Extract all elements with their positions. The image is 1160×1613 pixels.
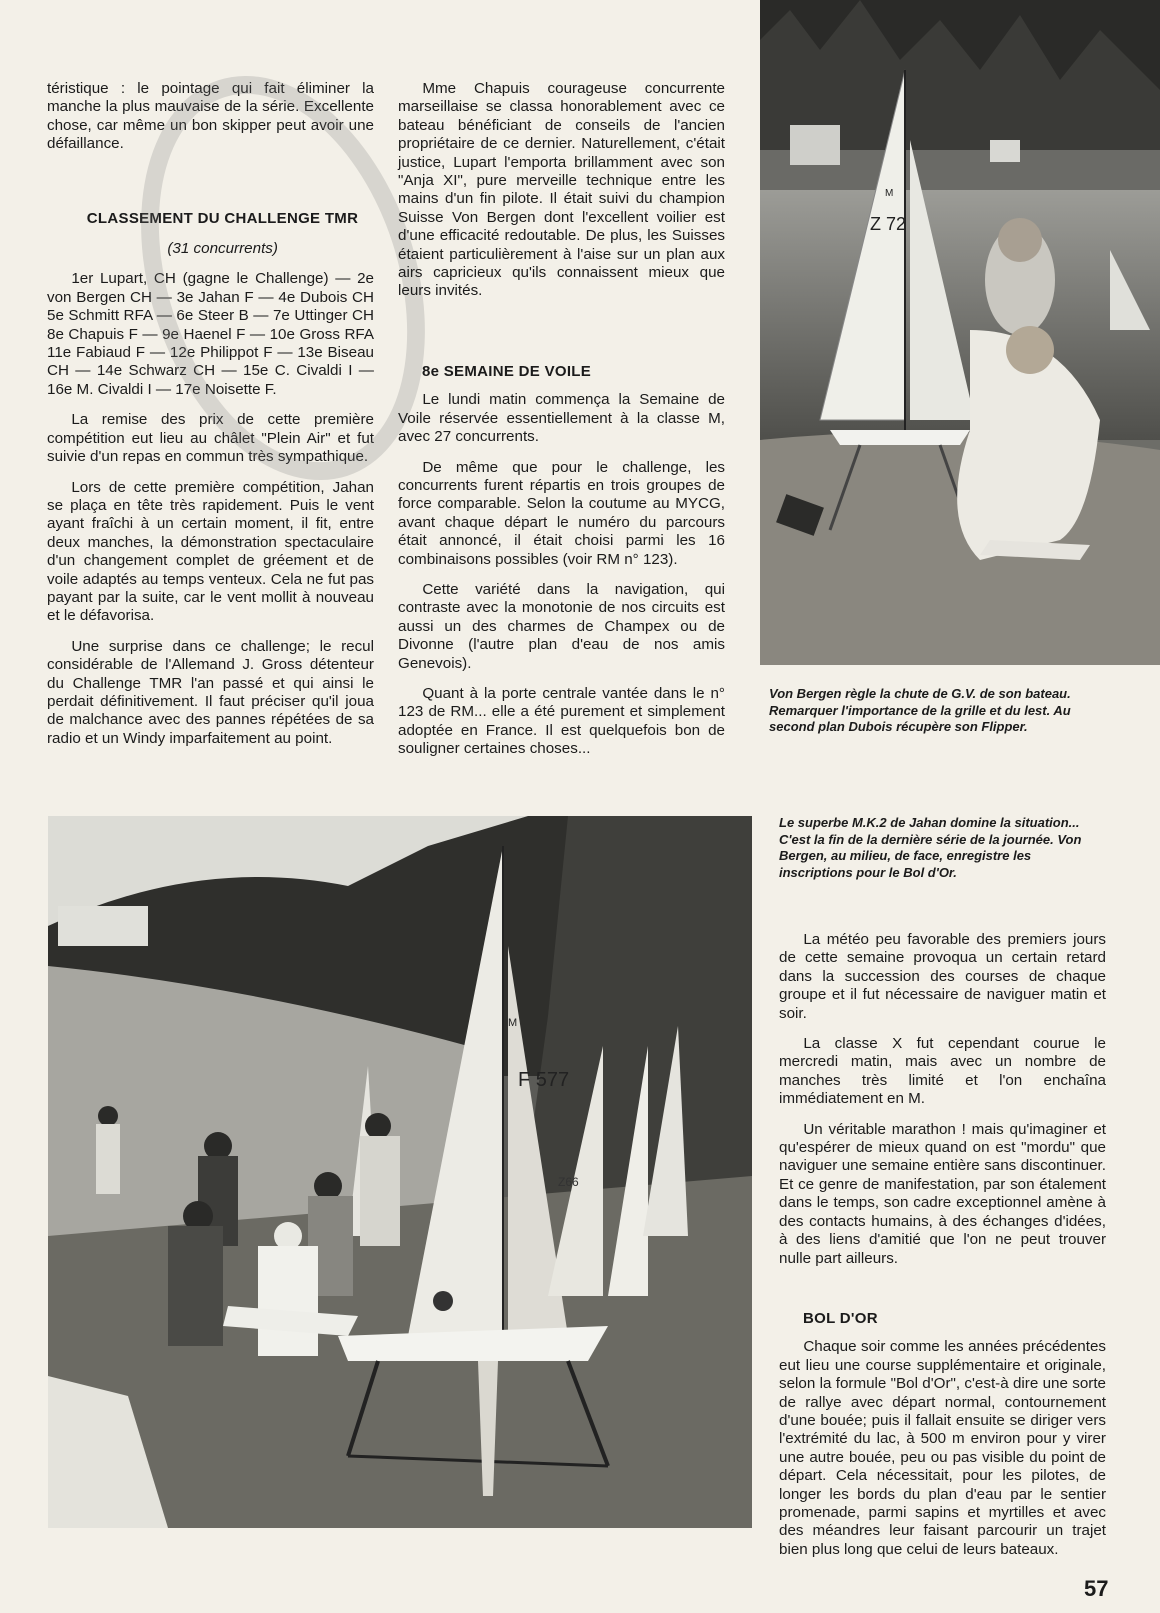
paragraph-porte: Quant à la porte centrale vantée dans le n° 123 de RM... elle a été purement et simplement adoptée en France. Il est quelquefois bon de souligner certaines choses...	[398, 684, 725, 758]
paragraph-remise: La remise des prix de cette première compétition eut lieu au châlet "Plein Air" et fut suivie d'un repas en commun très sympathique.	[47, 411, 374, 466]
photo-von-bergen-image	[760, 0, 1160, 665]
photo2-sail-class: M	[508, 1017, 518, 1029]
photo2-sail-number-2: Z66	[558, 1175, 579, 1189]
paragraph-intro: téristique : le pointage qui fait éliminer la manche la plus mauvaise de la série. Excellente chose, car même un bon skipper peut avoir une défaillance.	[47, 80, 374, 153]
photo-von-bergen	[760, 0, 1160, 665]
paragraph-lors: Lors de cette première compétition, Jahan se plaça en tête très rapidement. Puis le vent ayant fraîchi à un certain moment, il fit, entre deux manches, la démonstration spectaculaire d'un changement complet de gréement et de voile adaptés au temps venteux. Cela ne fut pas payant par la suite, car le vent mollit à nouveau et le défavorisa.	[47, 478, 374, 625]
heading-semaine: 8e SEMAINE DE VOILE	[422, 362, 592, 380]
heading-bol-dor: BOL D'OR	[803, 1309, 878, 1327]
subheading-concurrents: (31 concurrents)	[167, 240, 278, 258]
page-number: 57	[1084, 1576, 1109, 1601]
ranking-list: 1er Lupart, CH (gagne le Challenge) — 2e von Bergen CH — 3e Jahan F — 4e Dubois CH 5e Schmitt RFA — 6e Steer B — 7e Uttinger CH 8e Chapuis F — 9e Haenel F — 10e Gross RFA 11e Fabiaud F — 12e Philippot F — 13e Biseau CH — 14e Schwarz CH — 15e C. Civaldi I — 16e M. Civaldi I — 17e Noisette F.	[47, 270, 374, 398]
photo2-sail-number: F 577	[518, 1069, 570, 1091]
photo-jahan-image	[48, 816, 752, 1528]
paragraph-variete: Cette variété dans la navigation, qui contraste avec la monotonie de nos circuits est aussi un des charmes de Champex ou de Divonne (l'autre plan d'eau de nos amis Genevois).	[398, 580, 725, 672]
photo1-sail-class: M	[885, 188, 894, 199]
column-1	[47, 80, 374, 760]
paragraph-bol-dor: Chaque soir comme les années précédentes eut lieu une course supplémentaire et originale, selon la formule "Bol d'Or", c'est-à dire une sorte de rallye avec départ normal, contournement d'une bouée; puis il fallait ensuite se diriger vers l'extrémité du lac, à 500 m environ pour y virer une autre bouée, peu ou pas visible du point de départ. Cela nécessitait, pour les pilotes, de longer les bords du plan d'eau par le sentier promenade, parmi sapins et myrtilles et avec des méandres leur faisant parcourir un trajet bien plus long que celui de leurs bateaux.	[779, 1338, 1106, 1558]
photo1-sail-number: Z 72	[870, 214, 907, 234]
photo2-caption: Le superbe M.K.2 de Jahan domine la situation... C'est la fin de la dernière série de la journée. Von Bergen, au milieu, de face, enregistre les inscriptions pour le Bol d'Or.	[779, 815, 1082, 880]
photo1-caption: Von Bergen règle la chute de G.V. de son bateau. Remarquer l'importance de la grille et du lest. Au second plan Dubois récupère son Flipper.	[769, 686, 1071, 734]
paragraph-surprise: Une surprise dans ce challenge; le recul considérable de l'Allemand J. Gross détenteur du Challenge TMR l'an passé et qui ainsi le perdait définitivement. Il faut préciser qu'il joua de malchance avec des pannes répétées de sa radio et un Windy imparfaitement au point.	[47, 637, 374, 747]
paragraph-chapuis: Mme Chapuis courageuse concurrente marseillaise se classa honorablement avec ce bateau bénéficiant de conseils de l'ancien propriétaire de ce dernier. Naturellement, c'était justice, Lupart l'emporta brillamment avec son "Anja XI", pure merveille technique entre les mains d'un fin pilote. Il était suivi du champion Suisse Von Bergen dont l'excellent voilier est d'une efficacité redoutable. De plus, les Suisses étaient particulièrement à l'aise sur un plan aux airs capricieux qu'ils connaissent mieux que leurs invités.	[398, 80, 725, 300]
paragraph-meme: De même que pour le challenge, les concurrents furent répartis en trois groupes de force comparable. Selon la coutume au MYCG, avant chaque départ le numéro du parcours était annoncé, il était choisi parmi les 16 combinaisons possibles (voir RM n° 123).	[398, 458, 725, 568]
column-2	[398, 80, 725, 771]
paragraph-marathon: Un véritable marathon ! mais qu'imaginer et qu'espérer de mieux quand on est "mordu" que naviguer une semaine entière sans discontinuer. Et ce genre de manifestation, par son étalement dans le temps, son cadre exceptionnel amène à des contacts humains, à des échanges d'idées, à des liens d'amitié que l'on ne peut trouver nulle part ailleurs.	[779, 1120, 1106, 1267]
paragraph-lundi: Le lundi matin commença la Semaine de Voile réservée essentiellement à la classe M, avec 27 concurrents.	[398, 391, 725, 446]
column-3	[779, 931, 1106, 1571]
paragraph-classe-x: La classe X fut cependant courue le mercredi matin, mais avec un nombre de manches très limité et l'on enchaîna immédiatement en M.	[779, 1035, 1106, 1108]
heading-classement: CLASSEMENT DU CHALLENGE TMR	[86, 209, 359, 227]
paragraph-meteo: La météo peu favorable des premiers jours de cette semaine provoqua un certain retard dans la succession des courses de chaque groupe et il fut nécessaire de naviguer matin et soir.	[779, 931, 1106, 1022]
photo-jahan	[48, 816, 752, 1528]
